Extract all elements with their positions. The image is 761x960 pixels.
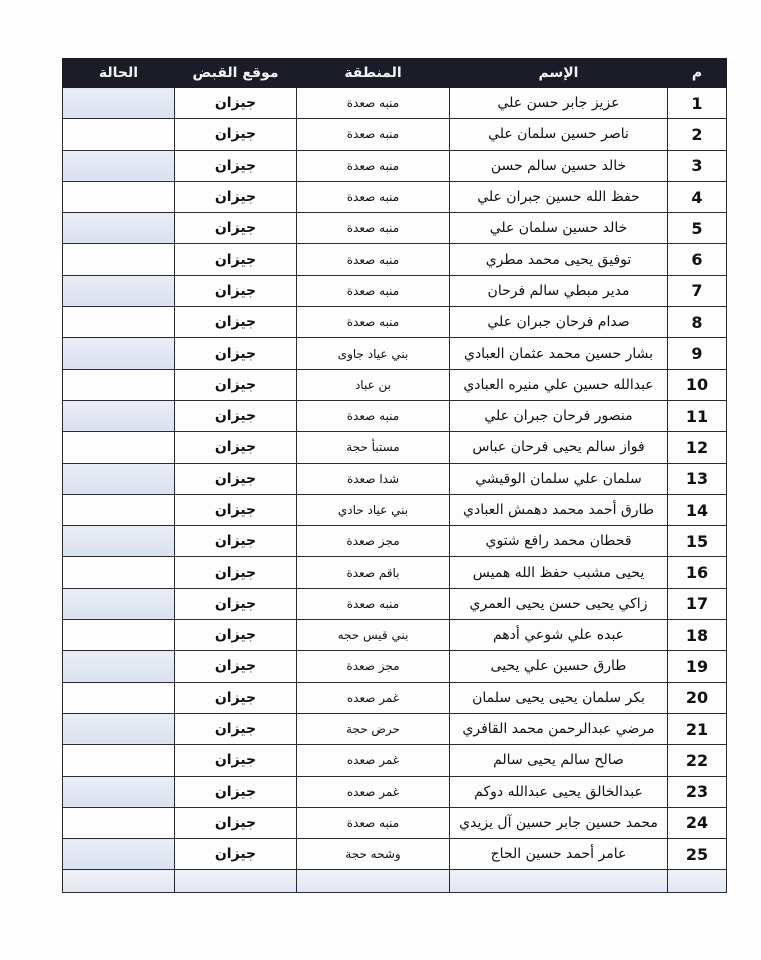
person-name: عبدالله حسين علي منيره العبادي — [450, 369, 668, 400]
person-name: عامر أحمد حسين الحاج — [450, 839, 668, 870]
status-cell — [63, 588, 175, 619]
status-cell — [63, 400, 175, 431]
region-cell: غمر صعده — [297, 776, 450, 807]
arrest-location: جيزان — [175, 432, 297, 463]
table-row — [63, 839, 727, 870]
person-name: زاكي يحيى حسن يحيى العمري — [450, 588, 668, 619]
row-number: 2 — [668, 119, 727, 150]
person-name: خالد حسين سالم حسن — [450, 150, 668, 181]
row-number: 22 — [668, 745, 727, 776]
region-cell: بني عياد حادي — [297, 494, 450, 525]
row-number: 24 — [668, 807, 727, 838]
person-name: قحطان محمد رافع شتوي — [450, 526, 668, 557]
arrest-location: جيزان — [175, 119, 297, 150]
table-row — [63, 651, 727, 682]
table-row — [63, 807, 727, 838]
region-cell: بني عياد جاوى — [297, 338, 450, 369]
person-name: طارق حسين علي يحيى — [450, 651, 668, 682]
table-row — [63, 307, 727, 338]
row-number: 12 — [668, 432, 727, 463]
arrest-location: جيزان — [175, 244, 297, 275]
person-name: خالد حسين سلمان علي — [450, 213, 668, 244]
table-body — [63, 88, 727, 893]
arrest-location: جيزان — [175, 338, 297, 369]
arrest-location: جيزان — [175, 682, 297, 713]
arrest-location: جيزان — [175, 776, 297, 807]
status-cell — [63, 275, 175, 306]
document-sheet — [62, 58, 726, 893]
header-region: المنطقة — [297, 59, 450, 88]
row-number: 14 — [668, 494, 727, 525]
region-cell: منبه صعدة — [297, 88, 450, 119]
table-row — [63, 463, 727, 494]
status-cell — [63, 88, 175, 119]
table-row — [63, 181, 727, 212]
empty-cell — [668, 870, 727, 893]
row-number: 11 — [668, 400, 727, 431]
status-cell — [63, 432, 175, 463]
arrest-location: جيزان — [175, 839, 297, 870]
detainees-table — [62, 58, 727, 893]
person-name: عبدالخالق يحيى عبدالله دوكم — [450, 776, 668, 807]
status-cell — [63, 494, 175, 525]
region-cell: منبه صعدة — [297, 150, 450, 181]
table-row — [63, 526, 727, 557]
region-cell: شدا صعدة — [297, 463, 450, 494]
status-cell — [63, 181, 175, 212]
status-cell — [63, 369, 175, 400]
arrest-location: جيزان — [175, 400, 297, 431]
table-row — [63, 745, 727, 776]
row-number: 8 — [668, 307, 727, 338]
arrest-location: جيزان — [175, 494, 297, 525]
row-number: 6 — [668, 244, 727, 275]
arrest-location: جيزان — [175, 150, 297, 181]
table-row — [63, 620, 727, 651]
person-name: فواز سالم يحيى فرحان عباس — [450, 432, 668, 463]
region-cell: منبه صعدة — [297, 807, 450, 838]
table-row — [63, 213, 727, 244]
status-cell — [63, 839, 175, 870]
status-cell — [63, 745, 175, 776]
status-cell — [63, 620, 175, 651]
status-cell — [63, 682, 175, 713]
status-cell — [63, 213, 175, 244]
status-cell — [63, 307, 175, 338]
person-name: حفظ الله حسين جبران علي — [450, 181, 668, 212]
row-number: 21 — [668, 713, 727, 744]
empty-cell — [63, 870, 175, 893]
empty-cell — [175, 870, 297, 893]
table-row — [63, 494, 727, 525]
region-cell: منبه صعدة — [297, 275, 450, 306]
person-name: صدام فرحان جبران علي — [450, 307, 668, 338]
arrest-location: جيزان — [175, 588, 297, 619]
arrest-location: جيزان — [175, 307, 297, 338]
arrest-location: جيزان — [175, 369, 297, 400]
status-cell — [63, 526, 175, 557]
row-number: 17 — [668, 588, 727, 619]
person-name: توفيق يحيى محمد مطري — [450, 244, 668, 275]
table-row — [63, 400, 727, 431]
arrest-location: جيزان — [175, 713, 297, 744]
table-header-row — [63, 59, 727, 88]
row-number: 10 — [668, 369, 727, 400]
arrest-location: جيزان — [175, 463, 297, 494]
row-number: 15 — [668, 526, 727, 557]
table-row — [63, 369, 727, 400]
person-name: مدير مبطي سالم فرحان — [450, 275, 668, 306]
person-name: عبده علي شوعي أدهم — [450, 620, 668, 651]
person-name: طارق أحمد محمد دهمش العبادي — [450, 494, 668, 525]
region-cell: منبه صعدة — [297, 244, 450, 275]
status-cell — [63, 776, 175, 807]
row-number: 18 — [668, 620, 727, 651]
region-cell: حرض حجة — [297, 713, 450, 744]
row-number: 23 — [668, 776, 727, 807]
status-cell — [63, 557, 175, 588]
region-cell: منبه صعدة — [297, 588, 450, 619]
row-number: 4 — [668, 181, 727, 212]
region-cell: بن عباد — [297, 369, 450, 400]
row-number: 13 — [668, 463, 727, 494]
region-cell: بني قيس حجه — [297, 620, 450, 651]
row-number: 3 — [668, 150, 727, 181]
arrest-location: جيزان — [175, 181, 297, 212]
header-location: موقع القبض — [175, 59, 297, 88]
region-cell: منبه صعدة — [297, 181, 450, 212]
status-cell — [63, 463, 175, 494]
row-number: 16 — [668, 557, 727, 588]
region-cell: مجز صعدة — [297, 526, 450, 557]
person-name: عزيز جابر حسن علي — [450, 88, 668, 119]
region-cell: مجز صعدة — [297, 651, 450, 682]
region-cell: مستبأ حجة — [297, 432, 450, 463]
table-row — [63, 557, 727, 588]
person-name: صالح سالم يحيى سالم — [450, 745, 668, 776]
region-cell: منبه صعدة — [297, 400, 450, 431]
region-cell: منبه صعدة — [297, 213, 450, 244]
empty-cell — [450, 870, 668, 893]
status-cell — [63, 807, 175, 838]
row-number: 19 — [668, 651, 727, 682]
region-cell: منبه صعدة — [297, 119, 450, 150]
row-number: 7 — [668, 275, 727, 306]
region-cell: باقم صعدة — [297, 557, 450, 588]
person-name: ناصر حسين سلمان علي — [450, 119, 668, 150]
arrest-location: جيزان — [175, 620, 297, 651]
person-name: منصور فرحان جبران علي — [450, 400, 668, 431]
header-status: الحالة — [63, 59, 175, 88]
arrest-location: جيزان — [175, 213, 297, 244]
person-name: مرضي عبدالرحمن محمد القافري — [450, 713, 668, 744]
person-name: سلمان علي سلمان الوقيشي — [450, 463, 668, 494]
table-row — [63, 338, 727, 369]
table-row — [63, 150, 727, 181]
table-row — [63, 119, 727, 150]
table-row — [63, 432, 727, 463]
table-row — [63, 588, 727, 619]
status-cell — [63, 651, 175, 682]
status-cell — [63, 119, 175, 150]
row-number: 25 — [668, 839, 727, 870]
table-row — [63, 275, 727, 306]
empty-row — [63, 870, 727, 893]
row-number: 20 — [668, 682, 727, 713]
arrest-location: جيزان — [175, 275, 297, 306]
table-row — [63, 244, 727, 275]
status-cell — [63, 244, 175, 275]
arrest-location: جيزان — [175, 88, 297, 119]
person-name: بكر سلمان يحيى يحيى سلمان — [450, 682, 668, 713]
row-number: 1 — [668, 88, 727, 119]
arrest-location: جيزان — [175, 807, 297, 838]
arrest-location: جيزان — [175, 557, 297, 588]
region-cell: غمر صعده — [297, 745, 450, 776]
arrest-location: جيزان — [175, 651, 297, 682]
status-cell — [63, 338, 175, 369]
table-row — [63, 88, 727, 119]
table-row — [63, 682, 727, 713]
region-cell: منبه صعدة — [297, 307, 450, 338]
region-cell: غمر صعده — [297, 682, 450, 713]
table-row — [63, 776, 727, 807]
status-cell — [63, 150, 175, 181]
person-name: محمد حسين جابر حسين آل يزيدي — [450, 807, 668, 838]
row-number: 5 — [668, 213, 727, 244]
arrest-location: جيزان — [175, 745, 297, 776]
arrest-location: جيزان — [175, 526, 297, 557]
person-name: يحيى مشبب حفظ الله هميس — [450, 557, 668, 588]
person-name: بشار حسين محمد عثمان العبادي — [450, 338, 668, 369]
region-cell: وشحه حجة — [297, 839, 450, 870]
table-row — [63, 713, 727, 744]
header-name: الإسم — [450, 59, 668, 88]
empty-cell — [297, 870, 450, 893]
status-cell — [63, 713, 175, 744]
row-number: 9 — [668, 338, 727, 369]
header-num: م — [668, 59, 727, 88]
